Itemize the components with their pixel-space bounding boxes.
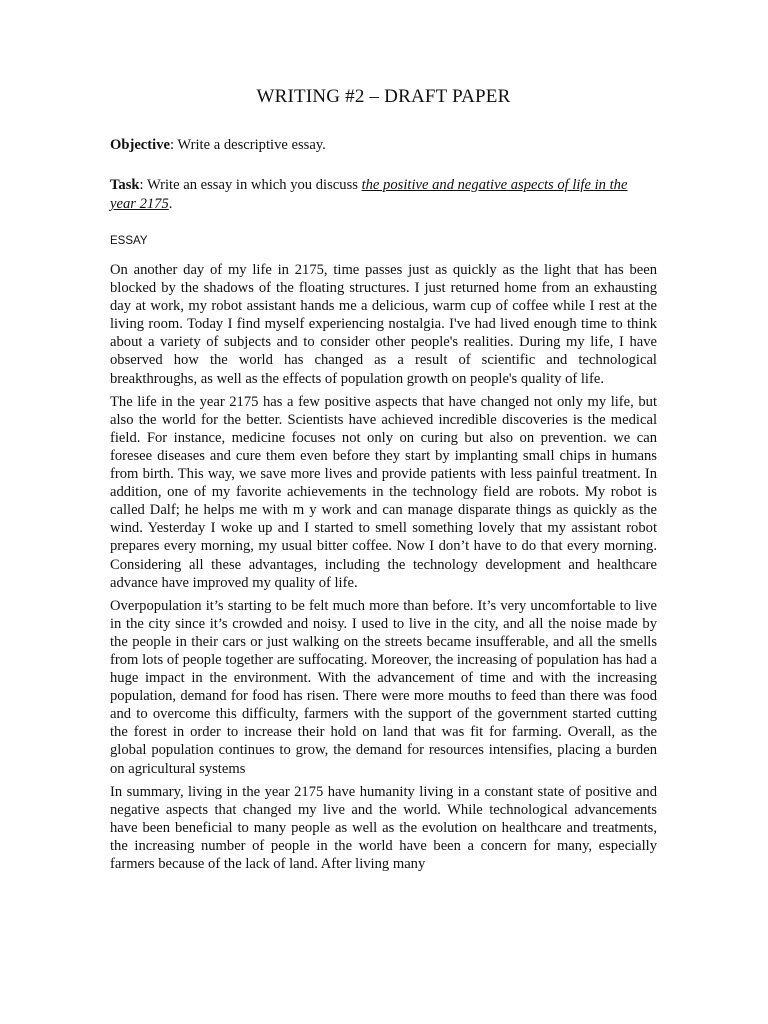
objective-line — [110, 137, 657, 154]
essay-heading: ESSAY — [110, 235, 148, 247]
essay-paragraph-intro: On another day of my life in 2175, time passes just as quickly as the light that has been blocked by the shadows of the floating structures. I just returned home from an exhausting day at work, my robot assistant hands me a delicious, warm cup of coffee while I rest at the living room. Today I find myself experiencing nostalgia. I've had lived enough time to think about a variety of subjects and to consider other people's realities. During my life, I have observed how the world has changed as a result of scientific and technological breakthroughs, as well as the effects of population growth on people's quality of life. — [110, 262, 657, 387]
objective-label: Objective — [110, 137, 170, 153]
essay-paragraph-positive: The life in the year 2175 has a few positive aspects that have changed not only my life, but also the world for the better. Scientists have achieved incredible discoveries is the medical field. For instance, medicine focuses not only on curing but also on prevention. we can foresee diseases and cure them even before they start by implanting small chips in humans from birth. This way, we save more lives and provide patients with less painful treatment. In addition, one of my favorite achievements in the technology field are robots. My robot is called Dalf; he helps me with m y work and can manage disparate things as quickly as the wind. Yesterday I woke up and I started to smell something lovely that my assistant robot prepares every morning, my usual bitter coffee. Now I don’t have to do that every morning. Considering all these advantages, including the technology development and healthcare advance have improved my quality of life. — [110, 393, 657, 591]
task-line — [110, 176, 657, 214]
objective-text: : Write a descriptive essay. — [169, 137, 326, 153]
essay-paragraph-summary: In summary, living in the year 2175 have humanity living in a constant state of positive and negative aspects that changed my live and the world. While technological advancements have been beneficial to many people as well as the evolution on healthcare and treatments, the increasing number of people in the world have been a concern for many, especially farmers because of the lack of land. After living many — [110, 783, 657, 872]
task-text: : Write an essay in which you discuss — [139, 177, 362, 193]
essay-body — [110, 261, 657, 878]
task-topic: the positive and negative aspects of life in the year 2175 — [110, 177, 628, 212]
task-text-end: . — [168, 196, 173, 212]
task-label: Task — [110, 177, 140, 193]
essay-paragraph-negative: Overpopulation it’s starting to be felt much more than before. It’s very uncomfortable to live in the city since it’s crowded and noisy. I used to live in the city, and all the noise made by the people in their cars or just walking on the streets became insufferable, and all the smells from lots of people together are suffocating. Moreover, the increasing of population has had a huge impact in the environment. With the advancement of time and with the increasing population, demand for food has risen. There were more mouths to feed than there was food and to overcome this difficulty, farmers with the support of the government started cutting the forest in order to increase their hold on land that was fit for farming. Overall, as the global population continues to grow, the demand for resources intensifies, placing a burden on agricultural systems — [110, 597, 657, 777]
page-title: WRITING #2 – DRAFT PAPER — [256, 86, 511, 107]
